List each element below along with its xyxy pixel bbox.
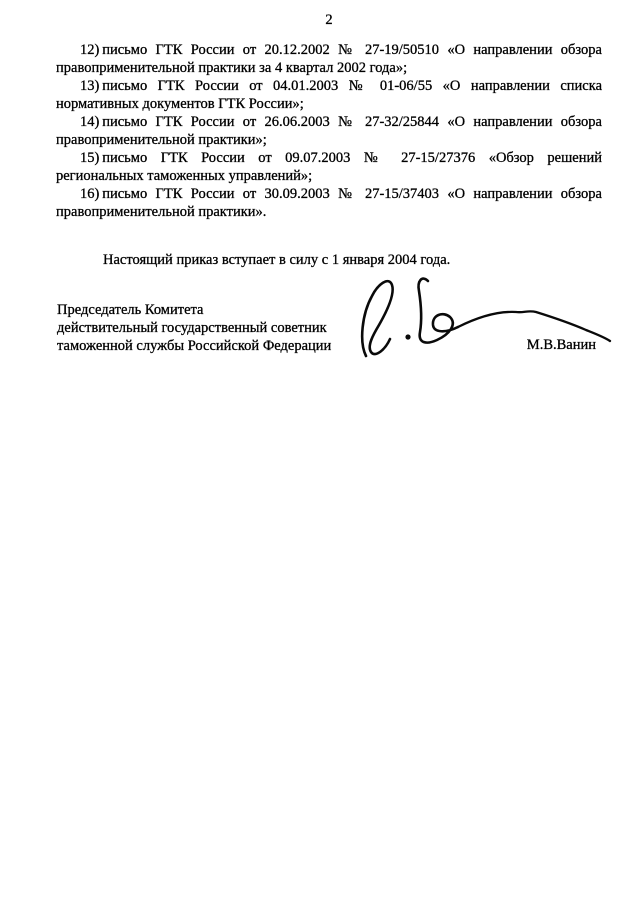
list-item-line: нормативных документов ГТК России»; <box>56 96 304 112</box>
list-item-line: 14) письмо ГТК России от 26.06.2003 № 27-32/25844 «О направлении обзора <box>80 114 602 130</box>
list-item-15 <box>56 149 602 185</box>
signature-title-block <box>57 301 397 355</box>
list-item-line: правоприменительной практики за 4 квартал 2002 года»; <box>56 60 408 76</box>
page-number: 2 <box>325 12 333 28</box>
signer-title-line: таможенной службы Российской Федерации <box>57 338 332 354</box>
document-body <box>56 41 602 221</box>
list-item-line: 16) письмо ГТК России от 30.09.2003 № 27-15/37403 «О направлении обзора <box>80 186 602 202</box>
signer-title-line: действительный государственный советник <box>57 320 327 336</box>
list-item-line: 13) письмо ГТК России от 04.01.2003 № 01-06/55 «О направлении списка <box>80 78 602 94</box>
list-item-line: 15) письмо ГТК России от 09.07.2003 № 27-15/27376 «Обзор решений <box>80 150 602 166</box>
list-item-12 <box>56 41 602 77</box>
list-item-16 <box>56 185 602 221</box>
list-item-line: правоприменительной практики». <box>56 204 267 220</box>
list-item-line: правоприменительной практики»; <box>56 132 267 148</box>
list-item-14 <box>56 113 602 149</box>
list-item-line: региональных таможенных управлений»; <box>56 168 313 184</box>
list-item-13 <box>56 77 602 113</box>
signer-title-line: Председатель Комитета <box>57 302 204 318</box>
signer-name: М.В.Ванин <box>526 337 596 353</box>
effective-date-clause: Настоящий приказ вступает в силу с 1 января 2004 года. <box>103 252 451 268</box>
list-item-line: 12) письмо ГТК России от 20.12.2002 № 27-19/50510 «О направлении обзора <box>80 42 602 58</box>
